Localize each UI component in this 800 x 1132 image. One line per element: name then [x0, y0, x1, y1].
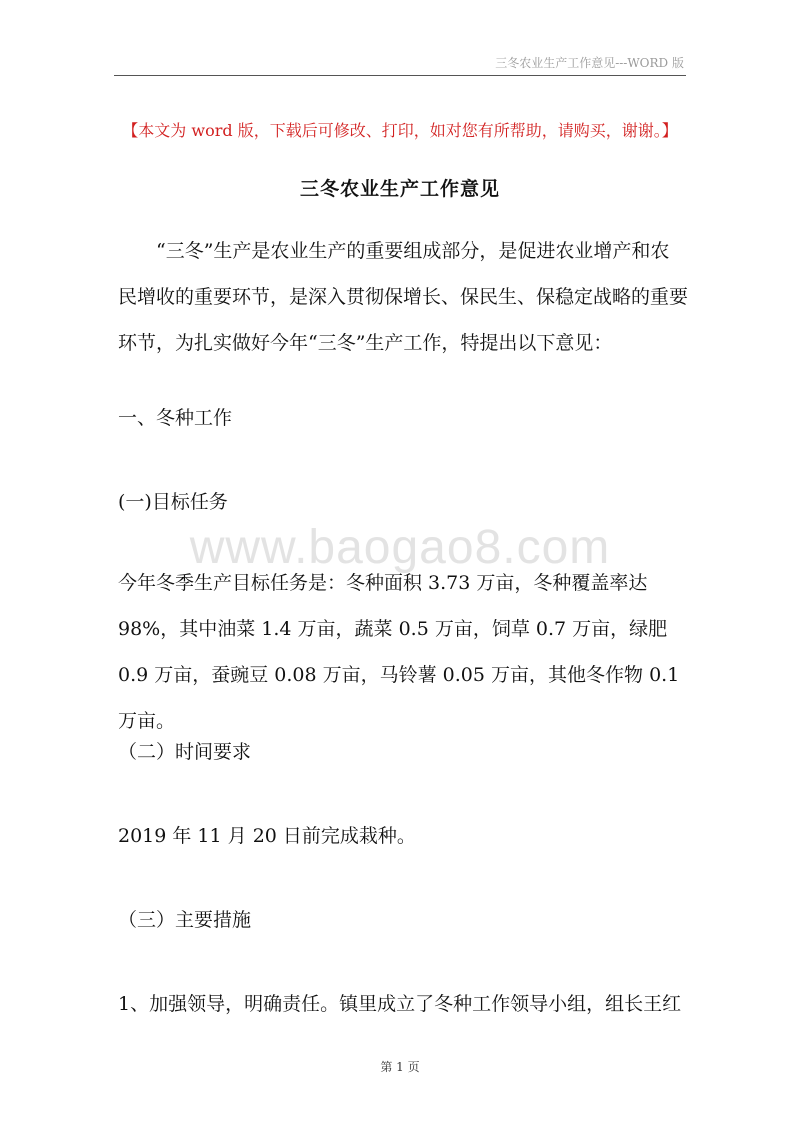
header-divider — [114, 75, 686, 76]
subheading-measures: （三）主要措施 — [118, 909, 252, 931]
purchase-notice: 【本文为 word 版，下载后可修改、打印，如对您有所帮助，请购买，谢谢。】 — [122, 121, 678, 140]
section-heading-winter-planting: 一、冬种工作 — [118, 407, 233, 429]
running-header: 三冬农业生产工作意见---WORD 版 — [495, 56, 684, 70]
watermark: www.baogao8.com — [189, 521, 611, 574]
targets-paragraph: 今年冬季生产目标任务是：冬种面积 3.73 万亩，冬种覆盖率达 98%，其中油菜 1.4 万亩，蔬菜 0.5 万亩，饲草 0.7 万亩，绿肥 0.9 万亩，蚕豌豆 0.08 万亩，马铃薯 0.05 万亩，其他冬作物 0.1 万亩。 — [118, 572, 680, 732]
intro-paragraph: “三冬”生产是农业生产的重要组成部分，是促进农业增产和农民增收的重要环节，是深入贯彻保增长、保民生、保稳定战略的重要环节，为扎实做好今年“三冬”生产工作，特提出以下意见： — [118, 240, 689, 354]
measure-item-1: 1、加强领导，明确责任。镇里成立了冬种工作领导小组，组长王红 — [118, 993, 682, 1015]
subheading-targets: (一)目标任务 — [118, 491, 228, 513]
page-number: 第 1 页 — [380, 1060, 420, 1074]
subheading-timeline: （二）时间要求 — [118, 741, 252, 763]
timeline-paragraph: 2019 年 11 月 20 日前完成栽种。 — [118, 825, 416, 847]
document-title: 三冬农业生产工作意见 — [299, 178, 500, 200]
